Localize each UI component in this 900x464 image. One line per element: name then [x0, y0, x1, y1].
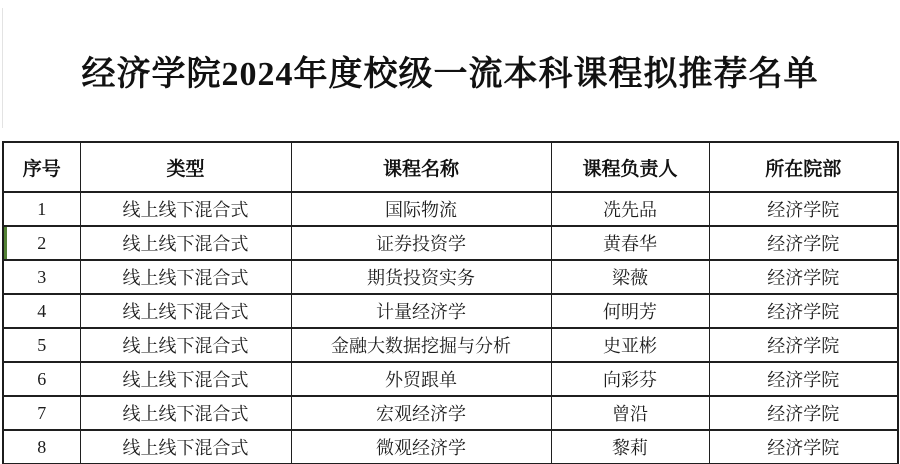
header-cell-no[interactable]: 序号 — [3, 142, 80, 192]
cell-dept[interactable]: 经济学院 — [709, 396, 898, 430]
header-cell-type[interactable]: 类型 — [80, 142, 291, 192]
cell-no[interactable]: 3 — [3, 260, 80, 294]
cell-no[interactable]: 7 — [3, 396, 80, 430]
cell-course[interactable]: 国际物流 — [291, 192, 551, 226]
cell-dept[interactable]: 经济学院 — [709, 192, 898, 226]
cell-no[interactable]: 6 — [3, 362, 80, 396]
table-row — [3, 328, 898, 362]
header-row — [3, 142, 898, 192]
table-row — [3, 294, 898, 328]
cell-no-selected[interactable]: 2 — [3, 226, 80, 260]
cell-no[interactable]: 5 — [3, 328, 80, 362]
cell-leader[interactable]: 梁薇 — [551, 260, 709, 294]
cell-course[interactable]: 微观经济学 — [291, 430, 551, 464]
table-row — [3, 226, 898, 260]
cell-course[interactable]: 宏观经济学 — [291, 396, 551, 430]
header-cell-dept[interactable]: 所在院部 — [709, 142, 898, 192]
table-row — [3, 192, 898, 226]
cell-type[interactable]: 线上线下混合式 — [80, 430, 291, 464]
cell-leader[interactable]: 曾沿 — [551, 396, 709, 430]
cell-dept[interactable]: 经济学院 — [709, 430, 898, 464]
cell-no[interactable]: 1 — [3, 192, 80, 226]
table-row — [3, 260, 898, 294]
cell-no[interactable]: 4 — [3, 294, 80, 328]
cell-course[interactable]: 外贸跟单 — [291, 362, 551, 396]
cell-type[interactable]: 线上线下混合式 — [80, 226, 291, 260]
course-table — [2, 141, 899, 464]
cell-type[interactable]: 线上线下混合式 — [80, 396, 291, 430]
cell-type[interactable]: 线上线下混合式 — [80, 260, 291, 294]
cell-no[interactable]: 8 — [3, 430, 80, 464]
cell-leader[interactable]: 向彩芬 — [551, 362, 709, 396]
header-cell-course[interactable]: 课程名称 — [291, 142, 551, 192]
cell-dept[interactable]: 经济学院 — [709, 362, 898, 396]
cell-course[interactable]: 金融大数据挖掘与分析 — [291, 328, 551, 362]
table-body — [3, 192, 898, 464]
cell-type[interactable]: 线上线下混合式 — [80, 294, 291, 328]
cell-type[interactable]: 线上线下混合式 — [80, 192, 291, 226]
cell-dept[interactable]: 经济学院 — [709, 260, 898, 294]
table-row — [3, 396, 898, 430]
header-cell-leader[interactable]: 课程负责人 — [551, 142, 709, 192]
cell-dept[interactable]: 经济学院 — [709, 294, 898, 328]
cell-leader[interactable]: 黎莉 — [551, 430, 709, 464]
sheet-title: 经济学院2024年度校级一流本科课程拟推荐名单 — [81, 56, 819, 93]
cell-type[interactable]: 线上线下混合式 — [80, 362, 291, 396]
cell-dept[interactable]: 经济学院 — [709, 328, 898, 362]
cell-leader[interactable]: 黄春华 — [551, 226, 709, 260]
cell-course[interactable]: 计量经济学 — [291, 294, 551, 328]
cell-leader[interactable]: 史亚彬 — [551, 328, 709, 362]
cell-dept[interactable]: 经济学院 — [709, 226, 898, 260]
cell-leader[interactable]: 冼先品 — [551, 192, 709, 226]
cell-course[interactable]: 证券投资学 — [291, 226, 551, 260]
table-row — [3, 430, 898, 464]
cell-course[interactable]: 期货投资实务 — [291, 260, 551, 294]
table-row — [3, 362, 898, 396]
cell-leader[interactable]: 何明芳 — [551, 294, 709, 328]
cell-type[interactable]: 线上线下混合式 — [80, 328, 291, 362]
